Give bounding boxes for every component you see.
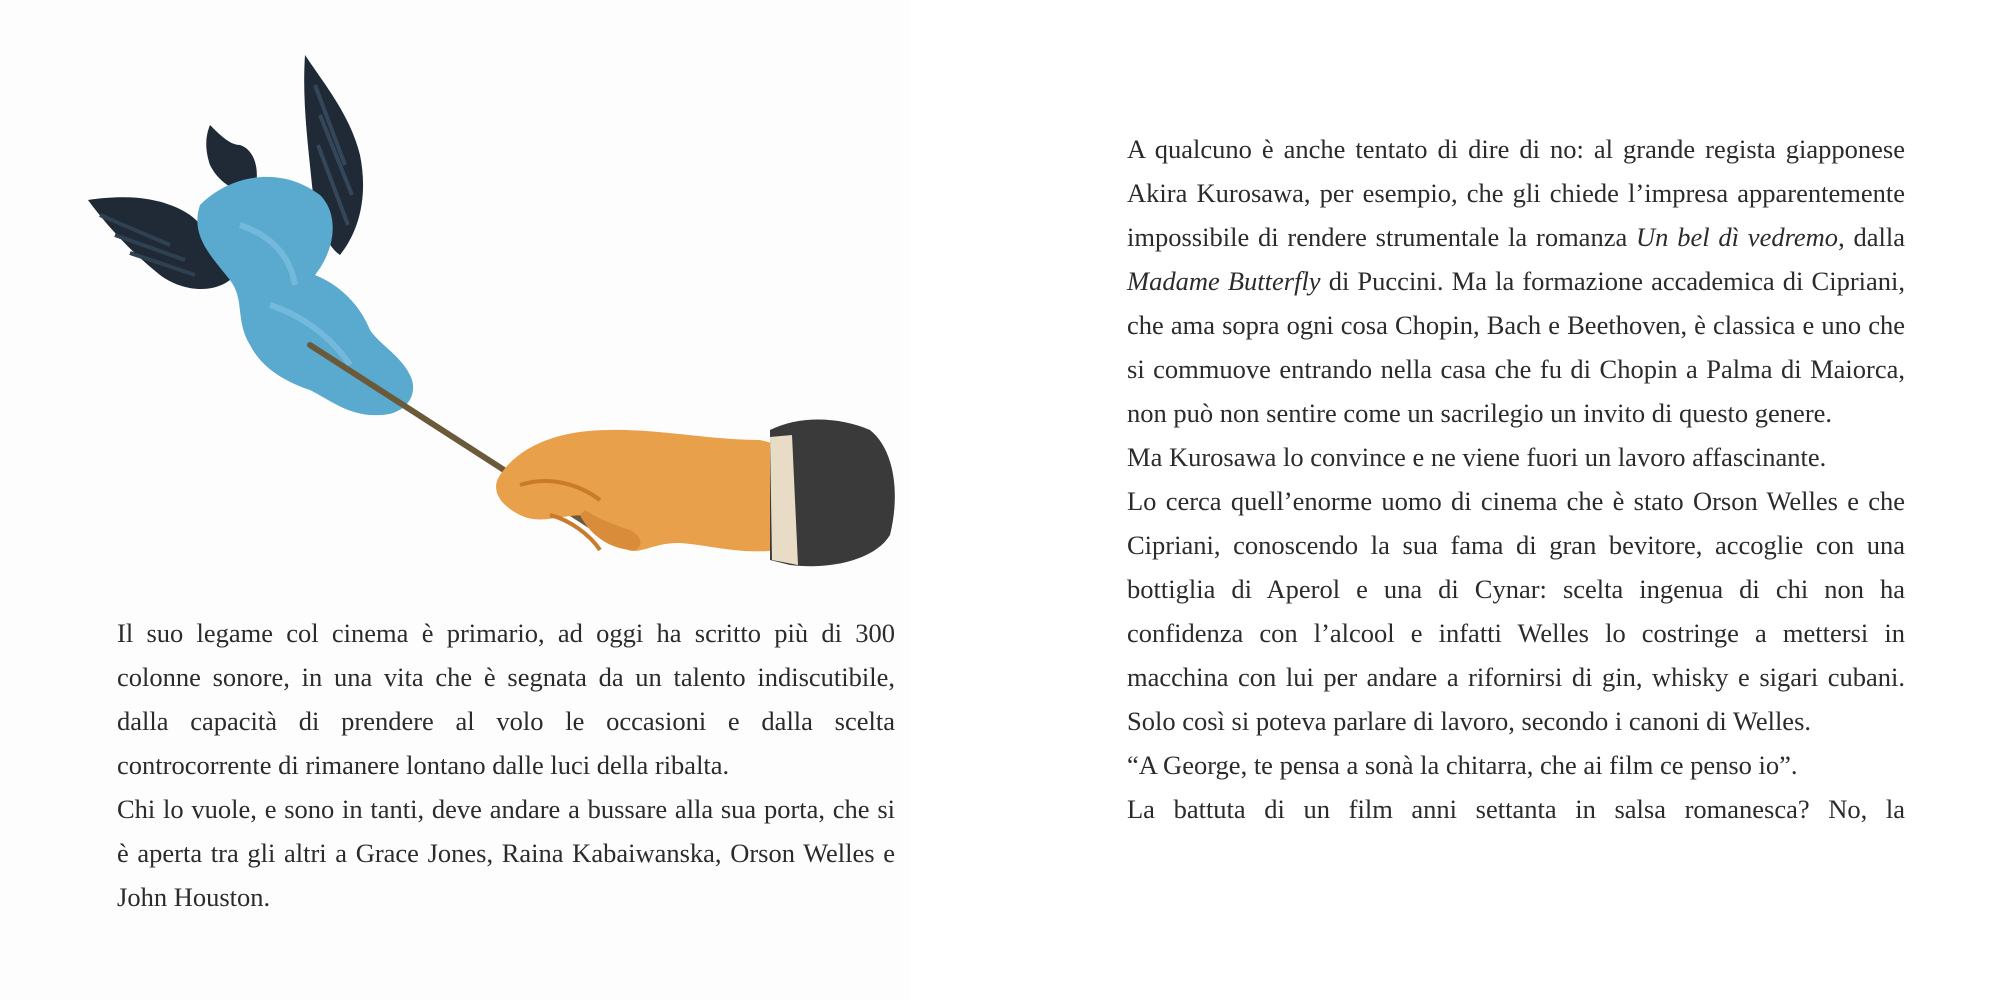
left-page-text xyxy=(117,611,895,919)
right-paragraph-3: Lo cerca quell’enorme uomo di cinema che è stato Orson Welles e che Cipriani, conoscendo la sua fama di gran bevitore, accoglie con una bottiglia di Aperol e una di Cynar: scelta ingenua di chi non ha confidenza con l’alcool e infatti Welles lo costringe a mettersi in macchina con lui per andare a rifornirsi di gin, whisky e sigari cubani. Solo così si poteva parlare di lavoro, secondo i canoni di Welles. xyxy=(1127,486,1905,736)
opera-title-italic: Un bel dì vedremo xyxy=(1636,222,1839,252)
hand xyxy=(496,430,780,551)
right-paragraph-4: “A George, te pensa a sonà la chitarra, che ai film ce penso io”. xyxy=(1127,750,1798,780)
left-page xyxy=(0,0,910,1000)
bird-body xyxy=(197,177,413,415)
paragraph-text: , dalla xyxy=(1838,222,1905,252)
opera-title-italic: Madame Butterfly xyxy=(1127,266,1321,296)
left-paragraph-1: Il suo legame col cinema è primario, ad oggi ha scritto più di 300 colonne sonore, in una vita che è segnata da un talento indiscutibile, dalla capacità di prendere al volo le occasioni e dalla scelta controcorrente di rimanere lontano dalle luci della ribalta. xyxy=(117,618,895,780)
right-paragraph-5: La battuta di un film anni settanta in salsa romanesca? No, la xyxy=(1127,794,1905,824)
paragraph-text: di Puccini. Ma la formazione accademica di Cipriani, che ama sopra ogni cosa Chopin, Bach e Beethoven, è classica e uno che si commuove entrando nella casa che fu di Chopin a Palma di Maiorca, non può non sentire come un sacrilegio un invito di questo genere. xyxy=(1127,266,1906,428)
left-paragraph-2: Chi lo vuole, e sono in tanti, deve andare a bussare alla sua porta, che si è aperta tra gli altri a Grace Jones, Raina Kabaiwanska, Orson Welles e John Houston. xyxy=(117,794,895,912)
paragraph-text: A qualcuno è anche tentato di dire di no: al grande regista giapponese Akira Kurosawa, per esempio, che gli chiede l’impresa apparentemente impossibile di rendere strumentale la romanza xyxy=(1127,134,1905,252)
right-paragraph-1 xyxy=(1127,127,1905,435)
bird-baton-hand-illustration xyxy=(80,45,900,595)
right-page-text xyxy=(1127,127,1905,831)
right-paragraph-2: Ma Kurosawa lo convince e ne viene fuori un lavoro affascinante. xyxy=(1127,442,1827,472)
